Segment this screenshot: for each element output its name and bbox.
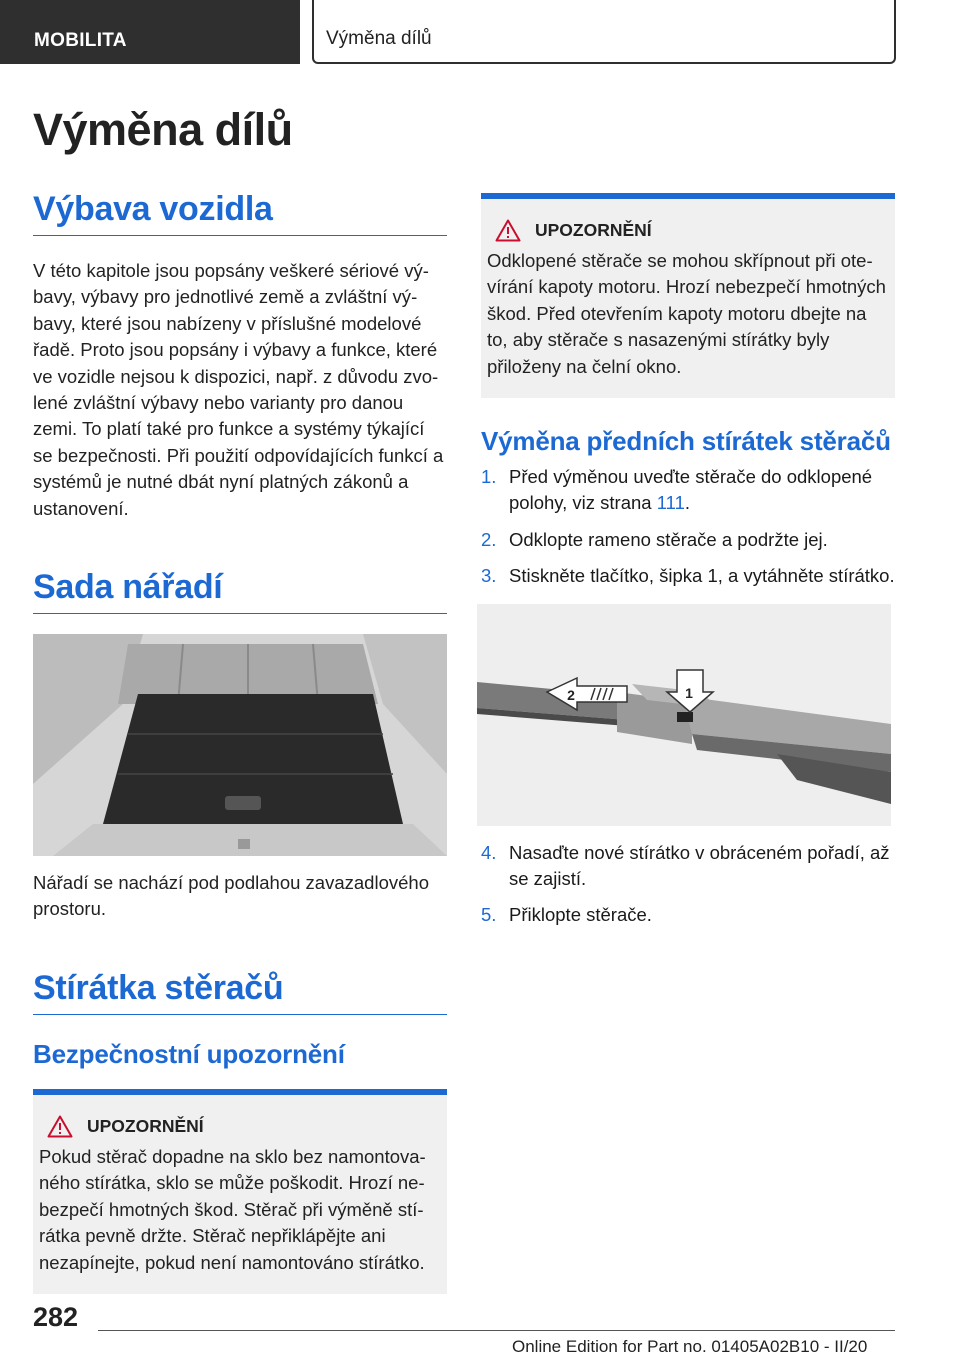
list-item bbox=[481, 464, 895, 517]
step-number: 5. bbox=[481, 904, 497, 926]
list-item bbox=[481, 527, 895, 553]
edition-note: Online Edition for Part no. 01405A02B10 - II/20 bbox=[512, 1337, 868, 1356]
list-item bbox=[481, 563, 895, 589]
warning-label: UPOZORNĚNÍ bbox=[535, 220, 652, 240]
trunk-photo bbox=[33, 634, 447, 856]
footer-divider bbox=[98, 1330, 895, 1331]
right-column bbox=[481, 193, 895, 939]
page-number: 282 bbox=[33, 1302, 79, 1332]
warning-text-1: Pokud stěrač dopadne na sklo bez namontovaného stírátka, sklo se může poškodit. Hrozí nebezpečí hmotných škod. Stěrač při výměně stírátka pevně držte. Stěrač nepřiklápějte ani nezapínejte, pokud není namontováno stírátko. bbox=[39, 1145, 426, 1273]
page-header bbox=[0, 0, 960, 66]
wiper-figure bbox=[477, 604, 891, 826]
trunk-illustration bbox=[33, 634, 447, 856]
heading-vymena-stiratek: Výměna předních stírátek stěračů bbox=[481, 426, 891, 457]
step-text: Nasaďte nové stírátko v obráceném pořadí, až se zajistí. bbox=[509, 841, 890, 890]
step-number: 4. bbox=[481, 841, 497, 863]
page-link[interactable]: 111 bbox=[656, 492, 685, 514]
step-text: Přiklopte stěrače. bbox=[509, 904, 652, 926]
warning-triangle-icon bbox=[495, 219, 521, 242]
step-number: 2. bbox=[481, 528, 497, 550]
vybava-text: V této kapitole jsou popsány veškeré sériové výbavy, výbavy pro jednotlivé země a zvláštní výbavy, které jsou nabízeny v příslušné modelové řadě. Proto jsou popsány i výbavy a funkce, které ve vozidle nejsou k dispozici, např. z důvodu zvolené zvláštní výbavy nebo varianty pro danou zemi. To platí také pro funkce a systémy týkající se bezpečnosti. Při použití odpovídajících funkcí a systémů je nutné dbát nyní platných zákonů a ustanovení. bbox=[33, 260, 444, 519]
section-tab: MOBILITA bbox=[0, 0, 300, 64]
step-text: Stiskněte tlačítko, šipka 1, a vytáhněte stírátko. bbox=[509, 565, 895, 587]
warning-box-2 bbox=[481, 193, 895, 398]
step-text: Odklopte rameno stěrače a podržte jej. bbox=[509, 528, 828, 550]
warning-triangle-icon bbox=[47, 1115, 73, 1138]
list-item bbox=[481, 840, 895, 893]
warning-label: UPOZORNĚNÍ bbox=[87, 1115, 204, 1136]
step-number: 3. bbox=[481, 565, 497, 587]
warning-box-1 bbox=[33, 1089, 447, 1294]
warning-header bbox=[487, 219, 887, 242]
step-number: 1. bbox=[481, 466, 497, 488]
naradi-caption: Nářadí se nachází pod podlahou zavazadlového prostoru. bbox=[33, 872, 429, 920]
step-text: Před výměnou uveďte stěrače do odklopené polohy, viz strana 111. bbox=[509, 466, 873, 514]
heading-stiratka: Stírátka stěračů bbox=[33, 969, 447, 1015]
heading-naradi: Sada nářadí bbox=[33, 568, 447, 614]
left-column bbox=[33, 190, 447, 1294]
steps-list-b bbox=[481, 840, 895, 929]
wiper-illustration bbox=[477, 604, 891, 826]
arrow-2-label: 2 bbox=[567, 686, 575, 703]
warning-text-2: Odklopené stěrače se mohou skřípnout při otevírání kapoty motoru. Hrozí nebezpečí hmotných škod. Před otevřením kapoty motoru dbejte na to, aby stěrače s nasazenými stírátky byly přiloženy na čelní okno. bbox=[487, 250, 886, 377]
list-item bbox=[481, 902, 895, 928]
page-title: Výměna dílů bbox=[33, 104, 293, 155]
heading-bezpecnost: Bezpečnostní upozornění bbox=[33, 1038, 345, 1069]
warning-header bbox=[39, 1115, 439, 1138]
chapter-tab: Výměna dílů bbox=[312, 0, 896, 64]
steps-list-a bbox=[481, 464, 895, 590]
heading-vybava: Výbava vozidla bbox=[33, 190, 447, 236]
arrow-1-label: 1 bbox=[685, 684, 693, 701]
